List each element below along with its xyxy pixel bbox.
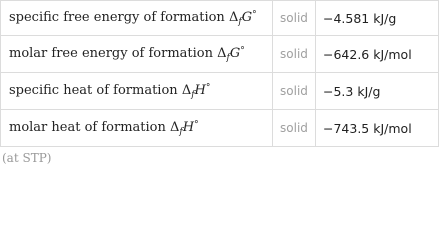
- property-label: specific free energy of formation: [9, 9, 225, 25]
- value-cell: −642.6 kJ/mol: [316, 36, 439, 73]
- table-row: [1, 36, 439, 73]
- table-row: [1, 1, 439, 36]
- table-row: [1, 73, 439, 110]
- value-cell: −4.581 kJ/g: [316, 1, 439, 36]
- phase-cell: solid: [273, 73, 316, 110]
- table-row: [1, 110, 439, 147]
- phase-cell: solid: [273, 1, 316, 36]
- property-cell: [1, 1, 273, 36]
- property-symbol: $\Delta_fH^\circ$: [181, 82, 211, 100]
- phase-cell: solid: [273, 110, 316, 147]
- property-label: molar heat of formation: [9, 119, 166, 135]
- value-cell: −743.5 kJ/mol: [316, 110, 439, 147]
- property-label: specific heat of formation: [9, 82, 178, 98]
- property-cell: [1, 36, 273, 73]
- property-label: molar free energy of formation: [9, 45, 214, 61]
- property-symbol: $\Delta_fG^\circ$: [217, 45, 245, 63]
- property-cell: [1, 110, 273, 147]
- property-cell: [1, 73, 273, 110]
- property-symbol: $\Delta_fH^\circ$: [170, 119, 199, 137]
- property-symbol: $\Delta_fG^\circ$: [228, 9, 257, 27]
- phase-cell: solid: [273, 36, 316, 73]
- value-cell: −5.3 kJ/g: [316, 73, 439, 110]
- footnote: (at STP): [2, 151, 52, 165]
